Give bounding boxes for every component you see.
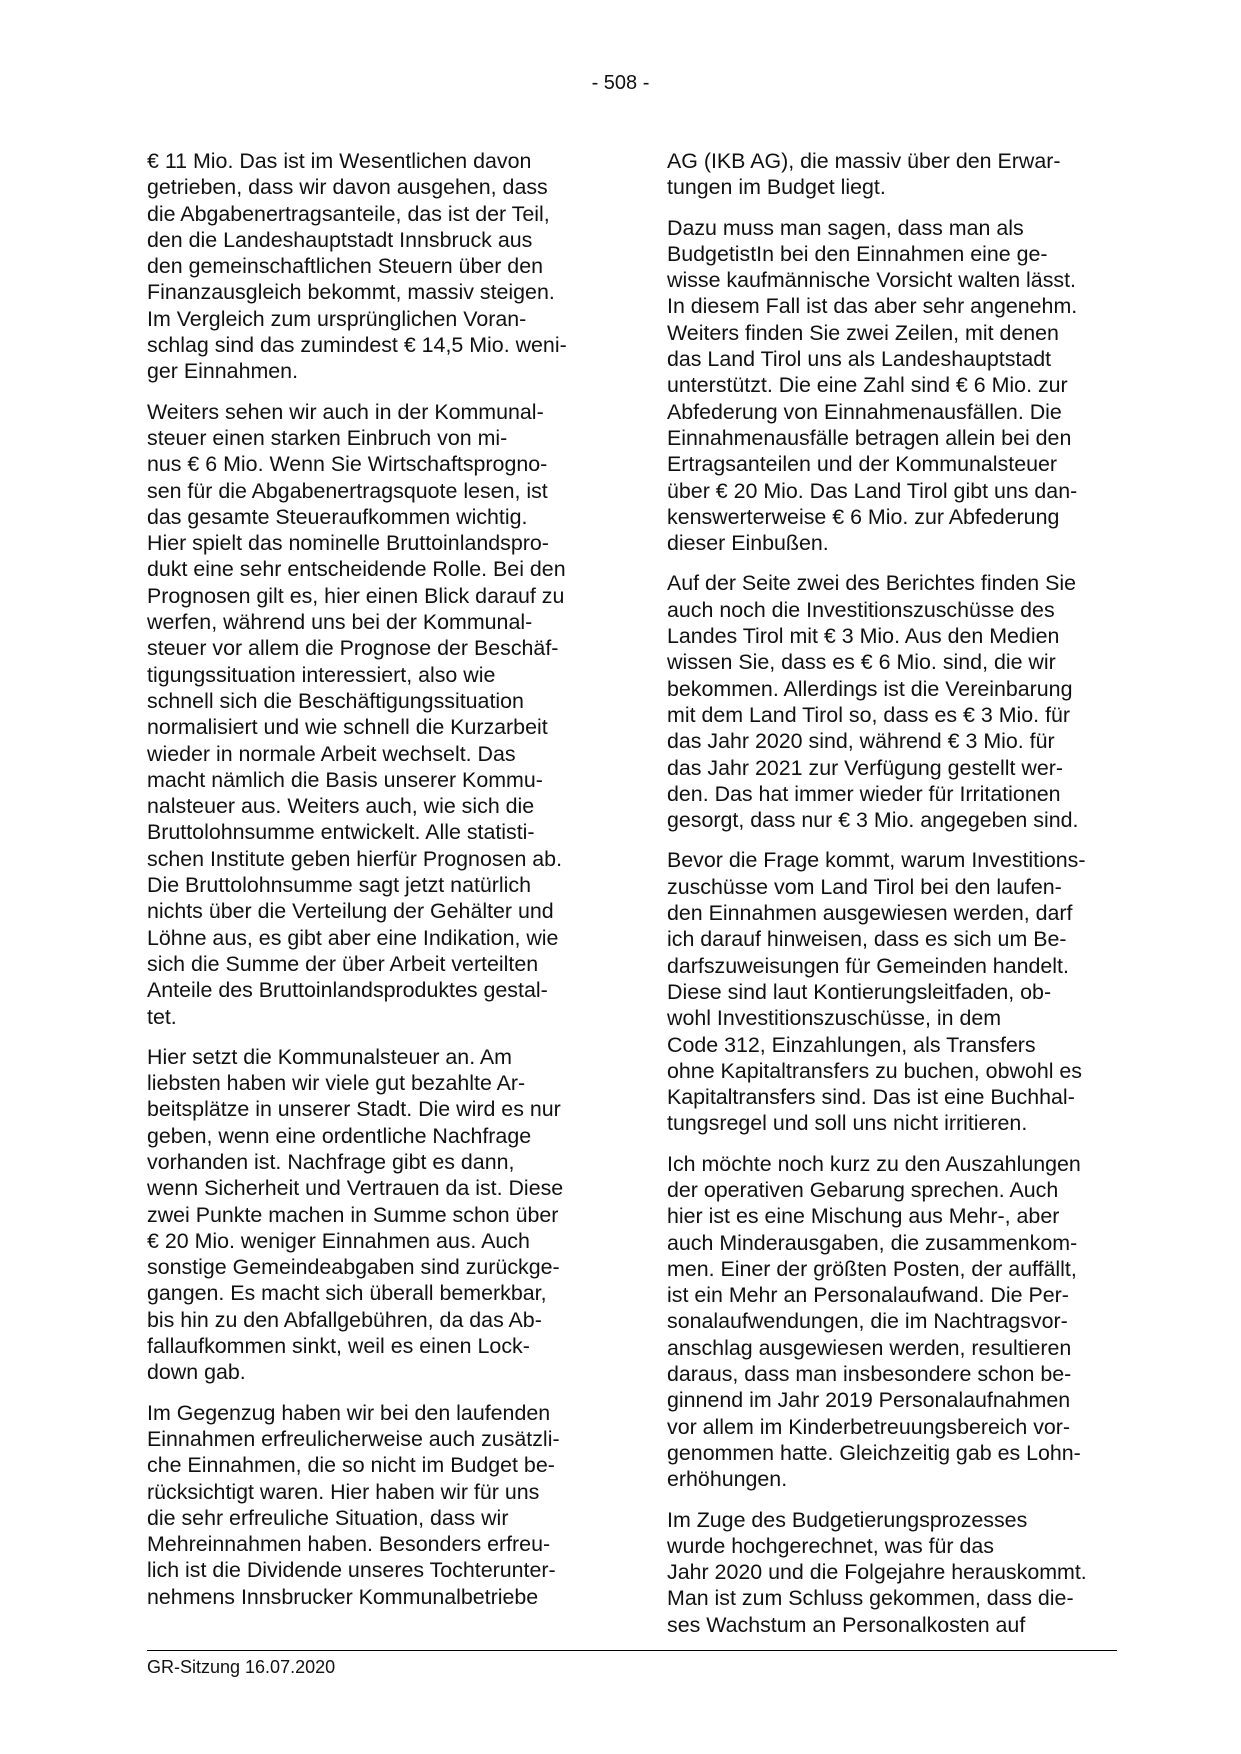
paragraph: Im Gegenzug haben wir bei den laufenden Einnahmen erfreulicherweise auch zusätzli- che Einnahmen, die so nicht im Budget be- rücksichtigt waren. Hier haben wir für uns die sehr erfreuliche Situation, dass wir Mehreinnahmen haben. Besonders erfreu- lich ist die Dividende unseres Tochterunter- nehmens Innsbrucker Kommunalbetriebe <box>147 1400 560 1609</box>
paragraph: Hier setzt die Kommunalsteuer an. Am liebsten haben wir viele gut bezahlte Ar- beitsplätze in unserer Stadt. Die wird es nur geben, wenn eine ordentliche Nachfrage vorhanden ist. Nachfrage gibt es dann, wenn Sicherheit und Vertrauen da ist. Diese zwei Punkte machen in Summe schon über € 20 Mio. weniger Einnahmen aus. Auch sonstige Gemeindeabgaben sind zurückge- gangen. Es macht sich überall bemerkbar, bis hin zu den Abfallgebühren, da das Ab- fallaufkommen sinkt, weil es einen Lock- down gab. <box>147 1044 564 1385</box>
paragraph: Dazu muss man sagen, dass man als BudgetistIn bei den Einnahmen eine ge- wisse kaufmännische Vorsicht walten lässt. In diesem Fall ist das aber sehr angenehm. Weiters finden Sie zwei Zeilen, mit denen das Land Tirol uns als Landeshauptstadt unterstützt. Die eine Zahl sind € 6 Mio. zur Abfederung von Einnahmenausfällen. Die Einnahmenausfälle betragen allein bei den Ertragsanteilen und der Kommunalsteuer über € 20 Mio. Das Land Tirol gibt uns dan- kenswerterweise € 6 Mio. zur Abfederung dieser Einbußen. <box>667 215 1078 556</box>
page-number: - 508 - <box>591 72 650 94</box>
paragraph: Bevor die Frage kommt, warum Investitions- zuschüsse vom Land Tirol bei den laufen- den Einnahmen ausgewiesen werden, darf ich darauf hinweisen, dass es sich um Be- darfszuweisungen für Gemeinden handelt. Diese sind laut Kontierungsleitfaden, ob- wohl Investitionszuschüsse, in dem Code 312, Einzahlungen, als Transfers ohne Kapitaltransfers zu buchen, obwohl es Kapitaltransfers sind. Das ist eine Buchhal- tungsregel und soll uns nicht irritieren. <box>667 848 1086 1136</box>
left-column <box>147 148 587 1624</box>
paragraph: Auf der Seite zwei des Berichtes finden Sie auch noch die Investitionszuschüsse des Landes Tirol mit € 3 Mio. Aus den Medien wissen Sie, dass es € 6 Mio. sind, die wir bekommen. Allerdings ist die Vereinbarung mit dem Land Tirol so, dass es € 3 Mio. für das Jahr 2020 sind, während € 3 Mio. für das Jahr 2021 zur Verfügung gestellt wer- den. Das hat immer wieder für Irritationen gesorgt, dass nur € 3 Mio. angegeben sind. <box>667 571 1079 833</box>
right-column <box>667 148 1107 1652</box>
paragraph: € 11 Mio. Das ist im Wesentlichen davon getrieben, dass wir davon ausgehen, dass die Abgabenertragsanteile, das ist der Teil, den die Landeshauptstadt Innsbruck aus den gemeinschaftlichen Steuern über den Finanzausgleich bekommt, massiv steigen. Im Vergleich zum ursprünglichen Voran- schlag sind das zumindest € 14,5 Mio. weni- ger Einnahmen. <box>147 149 567 384</box>
paragraph: Ich möchte noch kurz zu den Auszahlungen der operativen Gebarung sprechen. Auch hier ist es eine Mischung aus Mehr-, aber auch Minderausgaben, die zusammenkom- men. Einer der größten Posten, der auffällt, ist ein Mehr an Personalaufwand. Die Per- sonalaufwendungen, die im Nachtragsvor- anschlag ausgewiesen werden, resultieren daraus, dass man insbesondere schon be- ginnend im Jahr 2019 Personalaufnahmen vor allem im Kinderbetreuungsbereich vor- genommen hatte. Gleichzeitig gab es Lohn- erhöhungen. <box>667 1151 1081 1492</box>
paragraph: AG (IKB AG), die massiv über den Erwar- tungen im Budget liegt. <box>667 149 1061 200</box>
paragraph: Im Zuge des Budgetierungsprozesses wurde hochgerechnet, was für das Jahr 2020 und die Folgejahre herauskommt. Man ist zum Schluss gekommen, dass die- ses Wachstum an Personalkosten auf <box>667 1507 1087 1637</box>
footer-session-date: GR-Sitzung 16.07.2020 <box>147 1657 336 1677</box>
paragraph: Weiters sehen wir auch in der Kommunal- steuer einen starken Einbruch von mi- nus € 6 Mio. Wenn Sie Wirtschaftsprogno- sen für die Abgabenertragsquote lesen, ist das gesamte Steueraufkommen wichtig. Hier spielt das nominelle Bruttoinlandspro- dukt eine sehr entscheidende Rolle. Bei den Prognosen gilt es, hier einen Blick darauf zu werfen, während uns bei der Kommunal- steuer vor allem die Prognose der Beschäf- tigungssituation interessiert, also wie schnell sich die Beschäftigungssituation normalisiert und wie schnell die Kurzarbeit wieder in normale Arbeit wechselt. Das macht nämlich die Basis unserer Kommu- nalsteuer aus. Weiters auch, wie sich die Bruttolohnsumme entwickelt. Alle statisti- schen Institute geben hierfür Prognosen ab. Die Bruttolohnsumme sagt jetzt natürlich nichts über die Verteilung der Gehälter und Löhne aus, es gibt aber eine Indikation, wie sich die Summe der über Arbeit verteilten Anteile des Bruttoinlandsproduktes gestal- tet. <box>147 399 566 1029</box>
footer-divider <box>147 1650 1117 1651</box>
